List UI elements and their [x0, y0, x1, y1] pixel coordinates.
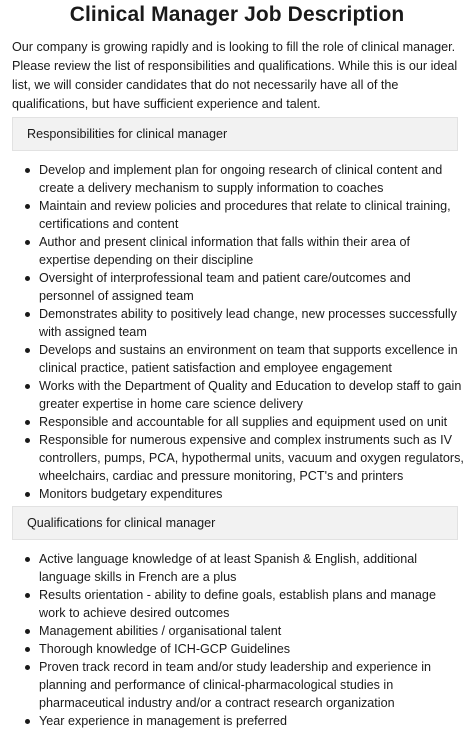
list-item-text: Results orientation - ability to define goals, establish plans and manage work to achieve desired outcomes: [39, 588, 436, 620]
list-item: [39, 640, 464, 658]
list-item-text: Maintain and review policies and procedures that relate to clinical training, certifications and content: [39, 199, 451, 231]
list-item-text: Responsible for numerous expensive and complex instruments such as IV controllers, pumps, PCA, hypothermal units, vacuum and oxygen regulators, wheelchairs, cardiac and pressure monitoring, PCT's and printers: [39, 433, 464, 483]
bullet-icon: [25, 438, 30, 443]
list-item: [39, 485, 464, 503]
bullet-icon: [25, 557, 30, 562]
responsibilities-heading: Responsibilities for clinical manager: [12, 117, 458, 151]
list-item: [39, 233, 464, 269]
list-item-text: Thorough knowledge of ICH-GCP Guidelines: [39, 642, 291, 656]
list-item-text: Demonstrates ability to positively lead change, new processes successfully with assigned team: [39, 307, 457, 339]
list-item: [39, 712, 464, 730]
list-item: [39, 431, 464, 485]
list-item-text: Works with the Department of Quality and Education to develop staff to gain greater expertise in home care science delivery: [39, 379, 462, 411]
list-item-text: Oversight of interprofessional team and patient care/outcomes and personnel of assigned team: [39, 271, 411, 303]
list-item-text: Author and present clinical information that falls within their area of expertise depending on their discipline: [39, 235, 411, 267]
bullet-icon: [25, 420, 30, 425]
list-item-text: Year experience in management is preferred: [39, 714, 288, 728]
list-item: [39, 161, 464, 197]
bullet-icon: [25, 719, 30, 724]
list-item-text: Responsible and accountable for all supplies and equipment used on unit: [39, 415, 448, 429]
qualifications-heading: Qualifications for clinical manager: [12, 506, 458, 540]
bullet-icon: [25, 204, 30, 209]
list-item-text: Management abilities / organisational talent: [39, 624, 282, 638]
list-item: [39, 550, 464, 586]
list-item-text: Proven track record in team and/or study leadership and experience in planning and performance of clinical-pharmacological studies in pharmaceutical industry and/or a contract research organization: [39, 660, 432, 710]
list-item: [39, 305, 464, 341]
list-item: [39, 586, 464, 622]
bullet-icon: [25, 593, 30, 598]
list-item-text: Develops and sustains an environment on team that supports excellence in clinical practice, patient satisfaction and employee engagement: [39, 343, 458, 375]
bullet-icon: [25, 629, 30, 634]
list-item: [39, 341, 464, 377]
list-item-text: Monitors budgetary expenditures: [39, 487, 223, 501]
bullet-icon: [25, 665, 30, 670]
bullet-icon: [25, 276, 30, 281]
list-item: [39, 658, 464, 712]
list-item: [39, 269, 464, 305]
responsibilities-list: [12, 161, 464, 503]
qualifications-list: [12, 550, 464, 730]
intro-paragraph: Our company is growing rapidly and is looking to fill the role of clinical manager. Please review the list of responsibilities and qualifications. While this is our ideal list, we will consider candidates that do not necessarily have all of the qualifications, but have sufficient experience and talent.: [12, 40, 458, 111]
list-item: [39, 377, 464, 413]
bullet-icon: [25, 240, 30, 245]
bullet-icon: [25, 348, 30, 353]
bullet-icon: [25, 384, 30, 389]
list-item-text: Develop and implement plan for ongoing research of clinical content and create a delivery mechanism to supply information to coaches: [39, 163, 443, 195]
page-title: Clinical Manager Job Description: [69, 3, 405, 26]
list-item: [39, 197, 464, 233]
bullet-icon: [25, 312, 30, 317]
list-item: [39, 413, 464, 431]
list-item: [39, 622, 464, 640]
bullet-icon: [25, 168, 30, 173]
list-item-text: Active language knowledge of at least Spanish & English, additional language skills in French are a plus: [39, 552, 418, 584]
bullet-icon: [25, 492, 30, 497]
bullet-icon: [25, 647, 30, 652]
